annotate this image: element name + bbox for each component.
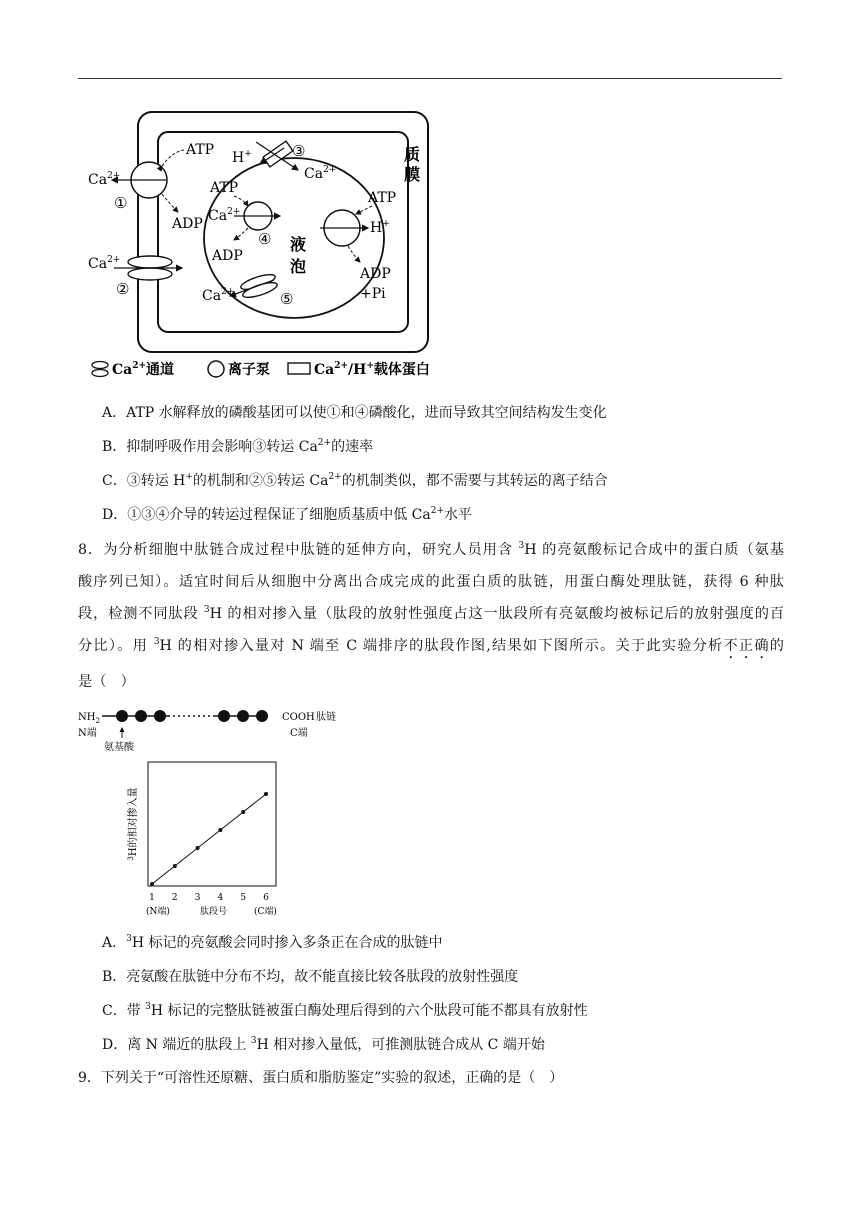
cooh-label: COOH (282, 712, 315, 723)
chart-point-4 (218, 828, 222, 832)
x-n-label: (N端) (146, 907, 170, 917)
legend-pump: 离子泵 (228, 362, 270, 378)
label-3: ③ (292, 142, 306, 160)
amino-acid-5 (237, 710, 249, 722)
amino-acid-1 (116, 710, 128, 722)
q9-stem: 9．下列关于“可溶性还原糖、蛋白质和脂肪鉴定”实验的叙述，正确的是（ ） (78, 1070, 564, 1086)
fig1-ca-1: $Ca^{2+}$ (88, 171, 121, 188)
q8-line-3: 段，检测不同肽段 $^3$H 的相对掺入量（肽段的放射性强度占这一肽段所有亮氨酸均被标记后的放射强度的百 (78, 605, 784, 622)
fig1-atp-right: ATP (368, 190, 397, 206)
fig1-adp-1: ADP (172, 216, 203, 232)
q7-option-a: A．ATP 水解释放的磷酸基团可以使①和④磷酸化，进而导致其空间结构发生变化 (102, 405, 607, 421)
chart-point-1 (150, 882, 154, 886)
label-2: ② (116, 280, 130, 298)
fig1-atp-1: ATP (186, 142, 215, 158)
fig1-ca-5: $Ca^{2+}$ (202, 287, 235, 304)
vacuole-label-2: 泡 (290, 257, 307, 276)
channel-2a (128, 256, 172, 268)
x-tick-6: 6 (263, 893, 269, 903)
chart-point-6 (264, 792, 268, 796)
peptide-figure (76, 704, 346, 924)
fig1-ca-2: $Ca^{2+}$ (88, 255, 121, 272)
x-tick-4: 4 (217, 893, 224, 903)
q7-option-b: B．抑制呼吸作用会影响③转运 $Ca^{2+}$的速率 (102, 438, 374, 455)
amino-acid-6 (256, 710, 268, 722)
x-axis-label: 肽段号 (200, 907, 228, 917)
membrane-label-2: 膜 (404, 165, 421, 184)
chart-ticks (149, 893, 269, 903)
legend-carrier: $Ca^{2+}/H^+$载体蛋白 (314, 361, 430, 378)
amino-acid-4 (218, 710, 230, 722)
x-tick-5: 5 (240, 893, 247, 903)
channel-2b (128, 268, 172, 280)
chart-point-2 (173, 864, 177, 868)
x-tick-1: 1 (149, 893, 155, 903)
amino-acid-3 (154, 710, 166, 722)
q8-line-4: 分比）。用 $^3$H 的相对掺入量对 N 端至 C 端排序的肽段作图,结果如下图所示。关于此实验分析不正确的 (78, 637, 784, 654)
amino-acid-2 (135, 710, 147, 722)
x-tick-2: 2 (171, 893, 178, 903)
q8-option-b: B．亮氨酸在肽链中分布不均，故不能直接比较各肽段的放射性强度 (102, 969, 519, 985)
fig1-atp-4: ATP (210, 180, 239, 196)
chart-frame (148, 762, 276, 886)
legend-channel: $Ca^{2+}$通道 (112, 361, 175, 378)
fig1-h-3: H+ (232, 149, 252, 166)
label-1: ① (114, 194, 128, 212)
fig1-h-pump: H+ (370, 219, 390, 236)
label-4: ④ (258, 230, 272, 248)
q8-option-d: D．离 N 端近的肽段上 $^3$H 相对掺入量低，可推测肽链合成从 C 端开始 (102, 1036, 545, 1053)
emphasis-incorrect: 不正确 (723, 638, 770, 654)
q8-option-a: A．$^3$H 标记的亮氨酸会同时掺入多条正在合成的肽链中 (102, 934, 443, 951)
q8-line-5: 是（ ） (78, 674, 135, 690)
chart-point-3 (196, 846, 200, 850)
fig1-pi: +Pi (360, 286, 386, 302)
transport-diagram (84, 108, 454, 380)
membrane-label-1: 质 (404, 145, 421, 164)
x-c-label: (C端) (254, 907, 277, 917)
fig1-ca-4: $Ca^{2+}$ (208, 207, 241, 224)
y-axis-label: $^3$H的相对掺入量 (127, 787, 139, 861)
q7-option-c: C．③转运 H+的机制和②⑤转运 $Ca^{2+}$的机制类似，都不需要与其转运的离子结合 (102, 472, 608, 489)
legend-carrier-icon (288, 363, 310, 374)
q8-option-c: C．带 $^3$H 标记的完整肽链被蛋白酶处理后得到的六个肽段可能不都具有放射性 (102, 1002, 588, 1019)
label-5: ⑤ (280, 290, 294, 308)
q8-line-2: 酸序列已知）。适宜时间后从细胞中分离出合成完成的此蛋白质的肽链，用蛋白酶处理肽链，获得 6 种肽 (78, 574, 784, 590)
vacuole-label-1: 液 (290, 235, 307, 254)
chart-line (152, 794, 266, 884)
legend-channel-icon (92, 362, 108, 369)
header-rule (78, 78, 782, 79)
x-tick-3: 3 (194, 893, 201, 903)
legend-pump-icon (208, 361, 224, 377)
chart-point-5 (241, 810, 245, 814)
q8-line-1: 8．为分析细胞中肽链合成过程中肽链的延伸方向，研究人员用含 $^3$H 的亮氨酸标记合成中的蛋白质（氨基 (78, 541, 784, 558)
nh2-label: $NH_2$ (78, 712, 100, 725)
amino-acid-label: 氨基酸 (104, 742, 134, 753)
fig1-adp-right: ADP (360, 266, 391, 282)
fig1-ca-3: $Ca^{2+}$ (304, 165, 337, 182)
c-end-label: C端 (290, 728, 308, 739)
q7-option-d: D．①③④介导的转运过程保证了细胞质基质中低 $Ca^{2+}$水平 (102, 506, 473, 523)
chart-points (150, 792, 268, 886)
chain-label: 肽链 (316, 712, 336, 723)
fig1-adp-4: ADP (212, 248, 243, 264)
n-end-label: N端 (78, 728, 97, 739)
